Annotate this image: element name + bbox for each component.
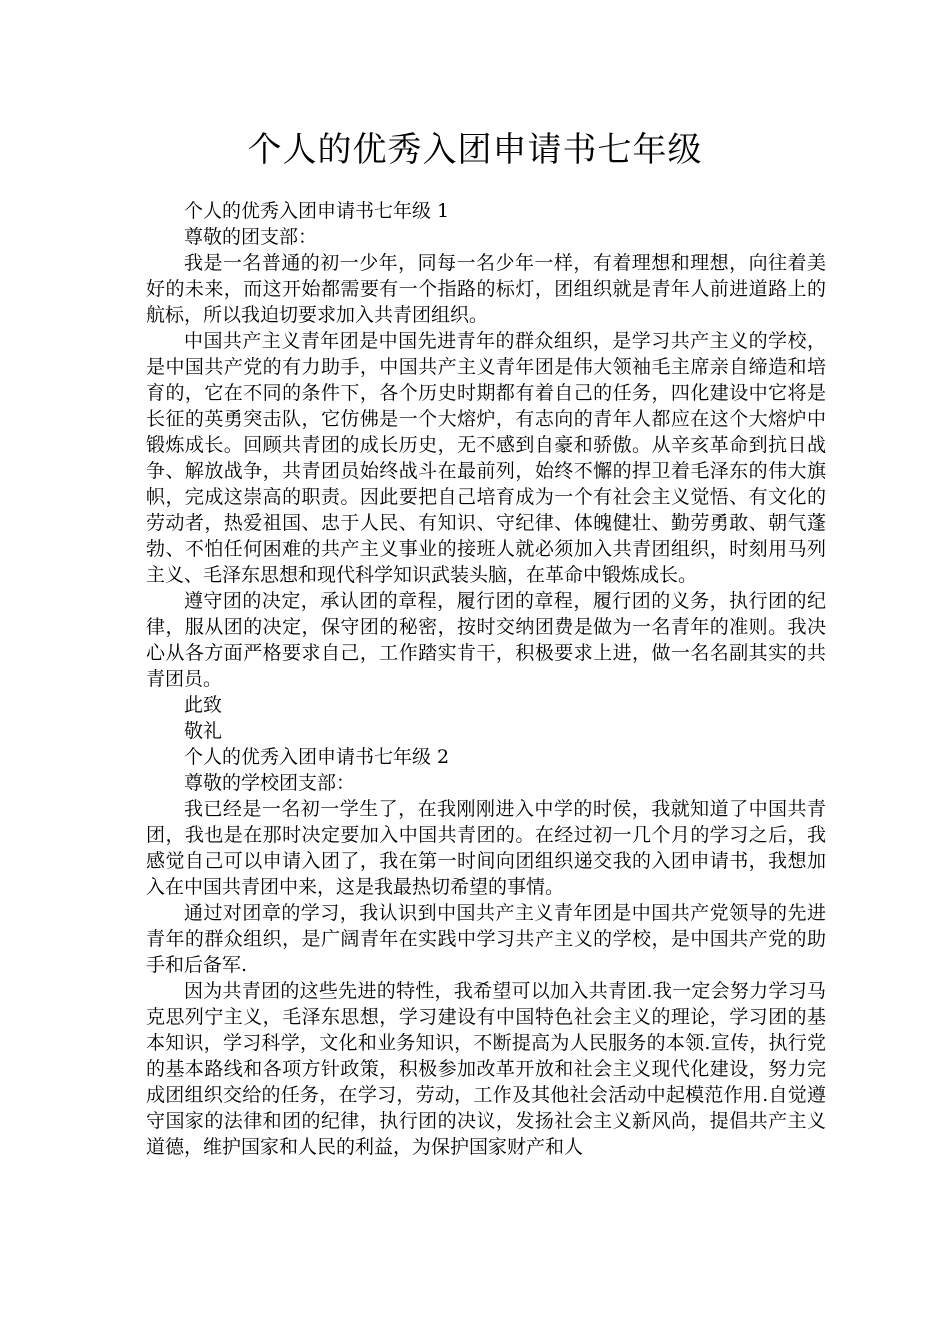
- paragraph: 我已经是一名初一学生了，在我刚刚进入中学的时侯，我就知道了中国共青团，我也是在那时决定要加入中国共青团的。在经过初一几个月的学习之后，我感觉自己可以申请入团了，我在第一时间向团组织递交我的入团申请书，我想加入在中国共青团中来，这是我最热切希望的事情。: [146, 798, 826, 898]
- paragraph: 中国共产主义青年团是中国先进青年的群众组织，是学习共产主义的学校，是中国共产党的有力助手，中国共产主义青年团是伟大领袖毛主席亲自缔造和培育的，它在不同的条件下，各个历史时期都有着自己的任务，四化建设中它将是长征的英勇突击队，它仿佛是一个大熔炉，有志向的青年人都应在这个大熔炉中锻炼成长。回顾共青团的成长历史，无不感到自豪和骄傲。从辛亥革命到抗日战争、解放战争，共青团员始终战斗在最前列，始终不懈的捍卫着毛泽东的伟大旗帜，完成这崇高的职责。因此要把自己培育成为一个有社会主义觉悟、有文化的劳动者，热爱祖国、忠于人民、有知识、守纪律、体魄健壮、勤劳勇敢、朝气蓬勃、不怕任何困难的共产主义事业的接班人就必须加入共青团组织，时刻用马列主义、毛泽东思想和现代科学知识武装头脑，在革命中锻炼成长。: [146, 330, 826, 586]
- salutation-1: 尊敬的团支部：: [184, 226, 318, 248]
- document-body: [146, 198, 826, 1160]
- paragraph: 因为共青团的这些先进的特性，我希望可以加入共青团.我一定会努力学习马克思列宁主义，毛泽东思想，学习建设有中国特色社会主义的理论，学习团的基本知识，学习科学，文化和业务知识，不断提高为人民服务的本领.宣传，执行党的基本路线和各项方针政策，积极参加改革开放和社会主义现代化建设，努力完成团组织交给的任务，在学习，劳动，工作及其他社会活动中起模范作用.自觉遵守国家的法律和团的纪律，执行团的决议，发扬社会主义新风尚，提倡共产主义道德，维护国家和人民的利益，为保护国家财产和人: [146, 980, 826, 1158]
- section-heading-2: 个人的优秀入团申请书七年级 2: [184, 746, 450, 768]
- document-title: 个人的优秀入团申请书七年级: [247, 130, 703, 170]
- closing-line: 敬礼: [184, 720, 223, 742]
- paragraph: 遵守团的决定，承认团的章程，履行团的章程，履行团的义务，执行团的纪律，服从团的决定，保守团的秘密，按时交纳团费是做为一名青年的准则。我决心从各方面严格要求自己，工作踏实肯干，积极要求上进，做一名名副其实的共青团员。: [146, 590, 826, 690]
- section-heading-1: 个人的优秀入团申请书七年级 1: [184, 200, 450, 222]
- paragraph: 我是一名普通的初一少年，同每一名少年一样，有着理想和理想，向往着美好的未来，而这开始都需要有一个指路的标灯，团组织就是青年人前进道路上的航标，所以我迫切要求加入共青团组织。: [146, 252, 826, 326]
- salutation-2: 尊敬的学校团支部：: [184, 772, 356, 794]
- closing-line: 此致: [184, 694, 223, 716]
- paragraph: 通过对团章的学习，我认识到中国共产主义青年团是中国共产党领导的先进青年的群众组织，是广阔青年在实践中学习共产主义的学校，是中国共产党的助手和后备军.: [146, 902, 826, 976]
